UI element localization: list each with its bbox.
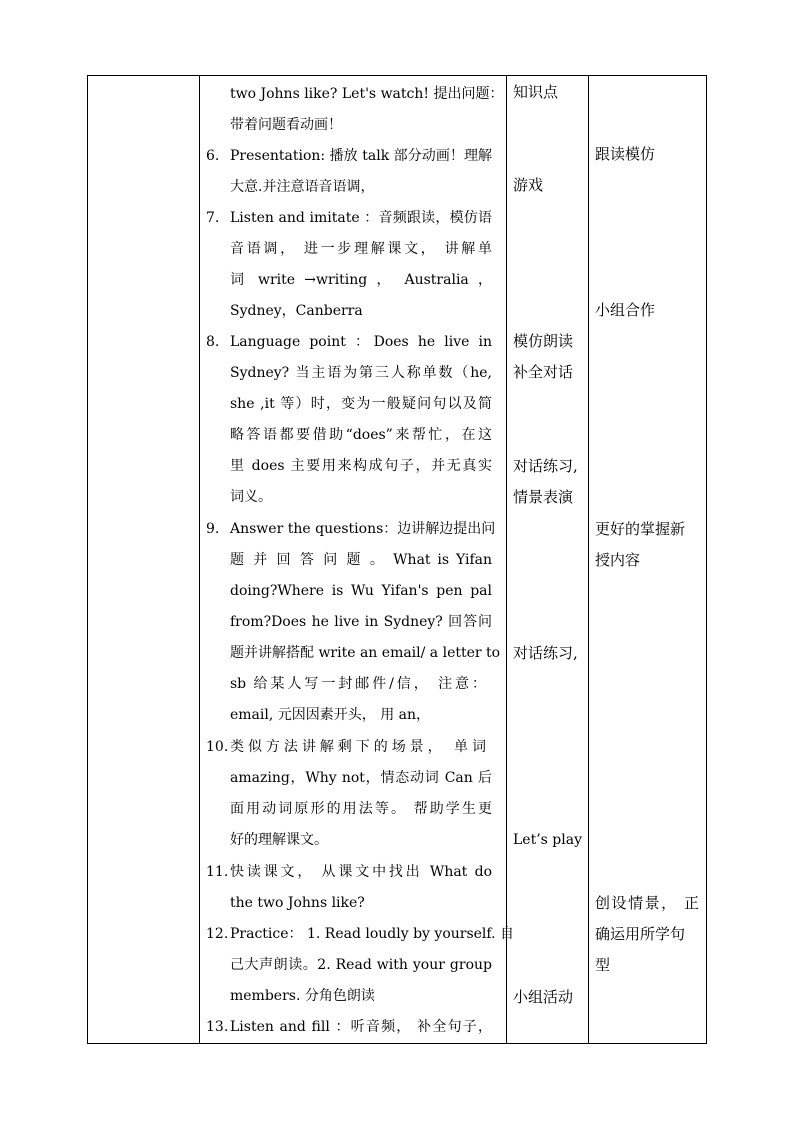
purpose-label: 更好的掌握新 (595, 520, 686, 538)
step-line: 题并讲解搭配 write an email/ a letter to (230, 645, 501, 661)
purpose-label: 型 (595, 956, 611, 974)
purpose-label: 授内容 (595, 551, 641, 569)
step-line: she ,it 等）时，变为一般疑问句以及简 (230, 396, 492, 412)
step-line: 词 write →writing ， Australia ， (230, 272, 492, 288)
activity-label: 小组活动 (513, 988, 574, 1006)
student-activity-column (506, 76, 588, 1043)
step-line: doing?Where is Wu Yifan's pen pal (230, 583, 492, 599)
purpose-column (588, 76, 707, 1043)
step-line: email, 元因因素开头， 用 an， (230, 707, 431, 723)
step-line: 己大声朗读。2. Read with your group (230, 957, 492, 973)
step-line: Answer the questions：边讲解边提出问 (230, 521, 496, 537)
activity-label: 模仿朗读 (513, 332, 574, 350)
step-number: 12. (206, 926, 229, 942)
step-number: 6. (206, 148, 220, 164)
activity-label: 补全对话 (513, 363, 574, 381)
activity-label: 知识点 (513, 83, 559, 101)
purpose-label: 确运用所学句 (595, 925, 686, 943)
step-line: 面用动词原形的用法等。 帮助学生更 (230, 801, 492, 817)
step-line: 快读课文， 从课文中找出 What do (230, 864, 492, 880)
activity-label: 情景表演 (513, 488, 574, 506)
step-line: 好的理解课文。 (230, 832, 328, 848)
step-line: from?Does he live in Sydney? 回答问 (230, 614, 492, 630)
procedure-column (199, 76, 514, 1043)
step-line: sb 给某人写一封邮件/信， 注意： (230, 676, 486, 692)
step-line: Sydney，Canberra (230, 303, 363, 319)
purpose-label: 创设情景， 正 (595, 894, 699, 912)
lesson-plan-table (87, 75, 707, 1044)
purpose-label: 小组合作 (595, 301, 656, 319)
activity-label: 对话练习, (513, 457, 578, 475)
activity-label: 游戏 (513, 176, 544, 194)
purpose-label: 跟读模仿 (595, 145, 656, 163)
step-line: Listen and fill ：听音频， 补全句子， (230, 1019, 492, 1035)
step-line: 带着问题看动画！ (230, 117, 342, 133)
activity-label: 对话练习, (513, 644, 578, 662)
step-line: 略答语都要借助“does”来帮忙，在这 (230, 427, 492, 443)
step-line: amazing，Why not，情态动词 Can 后 (230, 770, 492, 786)
step-line: two Johns like? Let's watch! 提出问题： (230, 86, 504, 102)
activity-label: Let’s play (513, 832, 582, 848)
step-line: members. 分角色朗读 (230, 988, 375, 1004)
step-line: 大意.并注意语音语调， (230, 179, 375, 195)
step-line: the two Johns like? (230, 895, 365, 911)
step-line: 里 does 主要用来构成句子，并无真实 (230, 458, 492, 474)
step-number: 13. (206, 1019, 229, 1035)
step-line: 词义。 (230, 489, 272, 505)
step-number: 10. (206, 739, 229, 755)
step-line: Practice： 1. Read loudly by yourself. 自 (230, 926, 514, 942)
step-number: 8. (206, 334, 220, 350)
step-line: Presentation: 播放 talk 部分动画！理解 (230, 148, 492, 164)
step-line: 类似方法讲解剩下的场景， 单词 (230, 739, 486, 755)
step-number: 11. (206, 864, 229, 880)
step-number: 9. (206, 521, 220, 537)
step-line: Language point ：Does he live in (230, 334, 492, 350)
step-line: 题 并 回 答 问 题 。 What is Yifan (230, 552, 492, 568)
step-line: Listen and imitate ：音频跟读，模仿语 (230, 210, 492, 226)
step-number: 7. (206, 210, 220, 226)
step-line: 音语调， 进一步理解课文， 讲解单 (230, 241, 492, 257)
step-line: Sydney? 当主语为第三人称单数（he, (230, 365, 492, 381)
